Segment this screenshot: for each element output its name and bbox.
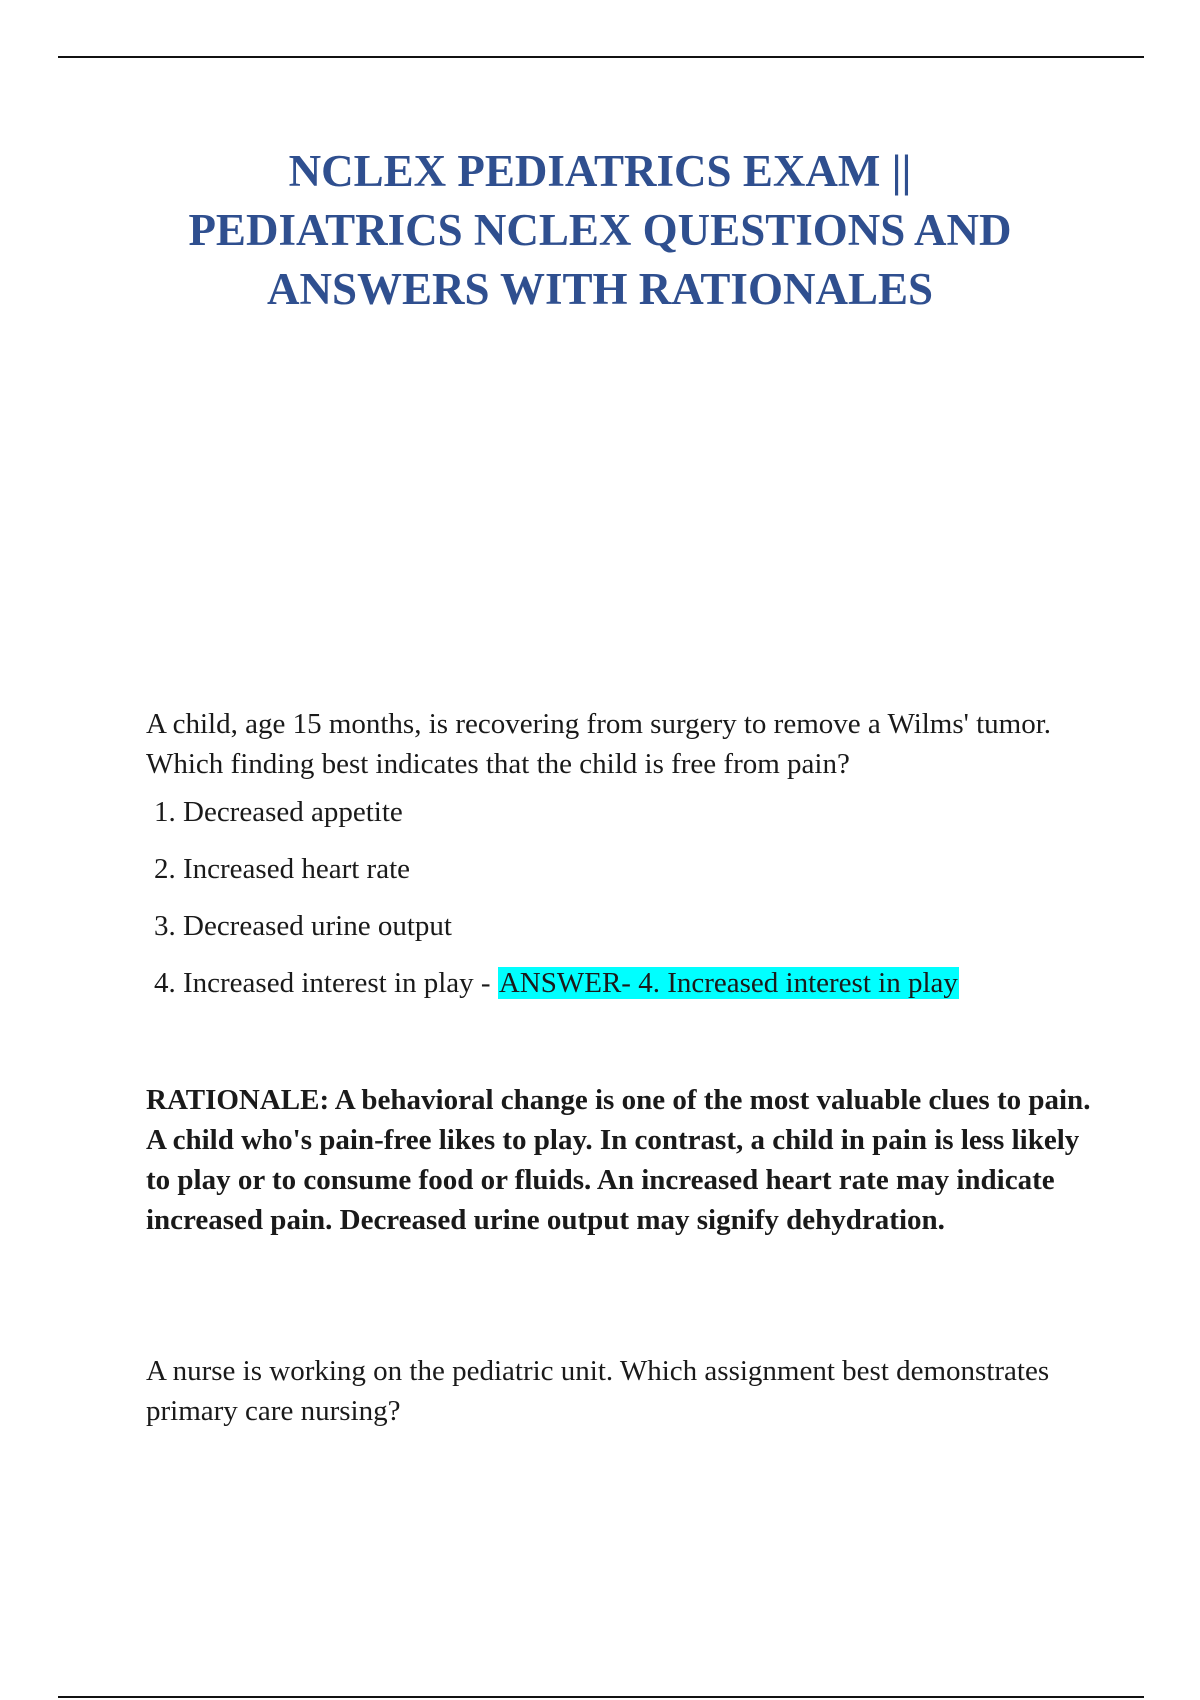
rationale-1-text: RATIONALE: A behavioral change is one of the most valuable clues to pain. A child who's pain-free likes to play. In contrast, a child in pain is less likely to play or to consume food or fluids. An increased heart rate may indicate increased pain. Decreased urine output may signify dehydration.: [146, 1084, 1091, 1236]
question-1-text: A child, age 15 months, is recovering from surgery to remove a Wilms' tumor. Which finding best indicates that the child is free from pain?: [146, 708, 1052, 780]
title-line-3: ANSWERS WITH RATIONALES: [266, 264, 933, 314]
title-line-1: NCLEX PEDIATRICS EXAM ||: [288, 146, 912, 196]
answer-highlight: ANSWER- 4. Increased interest in play: [498, 967, 958, 999]
bottom-rule: [58, 1696, 1144, 1698]
question-1-options: [146, 792, 1096, 1003]
option-4: [154, 963, 1096, 1003]
option-3: 3. Decreased urine output: [154, 910, 452, 942]
option-4-text: 4. Increased interest in play -: [154, 967, 498, 999]
rationale-1: [146, 1080, 1096, 1240]
option-2: 2. Increased heart rate: [154, 853, 411, 885]
question-1: [146, 704, 1096, 1020]
top-rule: [58, 56, 1144, 58]
title-line-2: PEDIATRICS NCLEX QUESTIONS AND: [188, 205, 1012, 255]
document-title: [90, 142, 1110, 319]
question-2-text: A nurse is working on the pediatric unit. Which assignment best demonstrates primary care nursing?: [146, 1355, 1050, 1427]
question-2: [146, 1351, 1096, 1431]
option-1: 1. Decreased appetite: [154, 796, 403, 828]
